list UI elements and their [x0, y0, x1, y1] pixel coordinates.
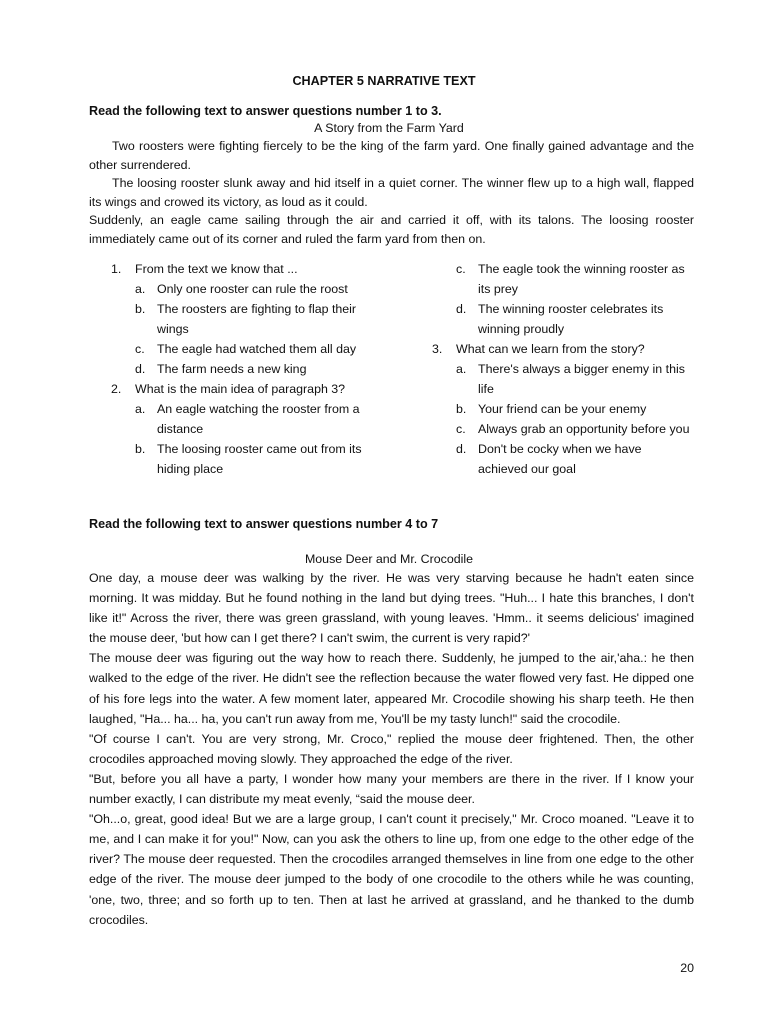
- section1-paragraph: The loosing rooster slunk away and hid itself in a quiet corner. The winner flew up to a high wall, flapped its wings and crowed its victory, as loud as it could.: [89, 176, 694, 209]
- option-letter: b.: [456, 402, 467, 416]
- section1-paragraph: Suddenly, an eagle came sailing through the air and carried it off, with its talons. The loosing rooster immediately came out of its corner and ruled the farm yard from then on.: [89, 213, 694, 246]
- option-text: The winning rooster celebrates its winning proudly: [478, 302, 664, 336]
- question-text: What is the main idea of paragraph 3?: [135, 382, 346, 396]
- answer-option: [111, 359, 373, 379]
- section2-instruction: Read the following text to answer questions number 4 to 7: [89, 517, 439, 531]
- option-letter: c.: [135, 342, 145, 356]
- section2-story-title: Mouse Deer and Mr. Crocodile: [304, 552, 474, 566]
- section1-story-text: [89, 137, 694, 248]
- answer-option: [111, 339, 373, 359]
- option-text: The farm needs a new king: [157, 362, 307, 376]
- option-text: Only one rooster can rule the roost: [157, 282, 348, 296]
- question-number: 2.: [111, 382, 122, 396]
- section2-story-text: [89, 568, 694, 930]
- answer-option: [432, 299, 694, 339]
- question-2: [111, 379, 373, 399]
- option-text: The eagle had watched them all day: [157, 342, 357, 356]
- answer-option: [111, 299, 373, 339]
- option-letter: d.: [456, 442, 467, 456]
- question-3: [432, 339, 694, 359]
- section1-paragraph: Two roosters were fighting fiercely to be the king of the farm yard. One finally gained advantage and the other surrendered.: [89, 139, 694, 172]
- option-text: The loosing rooster came out from its hiding place: [157, 442, 362, 476]
- answer-option: [432, 359, 694, 399]
- answer-option: [111, 439, 373, 479]
- questions-right-column: [432, 259, 694, 479]
- questions-left-column: [111, 259, 373, 479]
- section2-paragraph: "Of course I can't. You are very strong, Mr. Croco," replied the mouse deer frightened. Then, the other crocodiles approached moving slowly. They approached the edge of the river.: [89, 731, 694, 766]
- section2-paragraph: "But, before you all have a party, I wonder how many your members are there in the river. If I know your number exactly, I can distribute my meat evenly, “said the mouse deer.: [89, 771, 694, 807]
- option-text: There's always a bigger enemy in this life: [478, 362, 685, 396]
- answer-option: [432, 439, 694, 479]
- option-letter: d.: [456, 302, 467, 316]
- section2-paragraph: "Oh...o, great, good idea! But we are a large group, I can't count it precisely," Mr. Croco moaned. "Leave it to me, and I can make it for you!" Now, can you ask the others to line up, from one edge to the other edge of the river? The mouse deer requested. Then the crocodiles arranged themselves in line from one edge to the other edge of the river. The mouse deer jumped to the body of one crocodile to the others while he was counting, 'one, two, three; and so forth up to ten. Then at last he arrived at grassland, and he thanked to the dumb crocodiles.: [89, 812, 694, 927]
- option-letter: a.: [456, 362, 467, 376]
- question-1: [111, 259, 373, 279]
- chapter-title: CHAPTER 5 NARRATIVE TEXT: [292, 74, 476, 88]
- option-letter: a.: [135, 282, 146, 296]
- question-text: What can we learn from the story?: [456, 342, 645, 356]
- answer-option: [111, 279, 373, 299]
- answer-option: [111, 399, 373, 439]
- option-letter: b.: [135, 442, 146, 456]
- option-letter: d.: [135, 362, 146, 376]
- option-text: An eagle watching the rooster from a distance: [157, 402, 360, 436]
- option-letter: a.: [135, 402, 146, 416]
- option-letter: b.: [135, 302, 146, 316]
- question-text: From the text we know that ...: [135, 262, 298, 276]
- option-text: Don't be cocky when we have achieved our goal: [478, 442, 642, 476]
- option-letter: c.: [456, 422, 466, 436]
- option-letter: c.: [456, 262, 466, 276]
- question-number: 3.: [432, 342, 443, 356]
- answer-option: [432, 419, 694, 439]
- option-text: Always grab an opportunity before you: [478, 422, 690, 436]
- page-number: 20: [680, 961, 694, 975]
- section2-paragraph: The mouse deer was figuring out the way how to reach there. Suddenly, he jumped to the air,'aha.: he then walked to the edge of the river. He didn't see the reflection because the water flowed very fast. He dipped one of his fore legs into the water. A few moment later, appeared Mr. Crocodile showing his sharp teeth. He then laughed, "Ha... ha... ha, you can't run away from me, You'll be my tasty lunch!" said the crocodile.: [89, 651, 694, 726]
- option-text: Your friend can be your enemy: [478, 402, 647, 416]
- answer-option: [432, 399, 694, 419]
- answer-option: [432, 259, 694, 299]
- section1-story-title: A Story from the Farm Yard: [314, 121, 464, 135]
- question-number: 1.: [111, 262, 122, 276]
- section1-instruction: Read the following text to answer questions number 1 to 3.: [89, 104, 442, 118]
- section2-paragraph: One day, a mouse deer was walking by the river. He was very starving because he hadn't eaten since morning. It was midday. But he found nothing in the land but dying trees. "Huh... I hate this branches, I don't like it!" Across the river, there was green grassland, with young leaves. 'Hmm.. it seems delicious' imagined the mouse deer, 'but how can I get there? I can't swim, the current is very rapid?': [89, 571, 694, 646]
- option-text: The roosters are fighting to flap their wings: [157, 302, 357, 336]
- option-text: The eagle took the winning rooster as its prey: [478, 262, 685, 296]
